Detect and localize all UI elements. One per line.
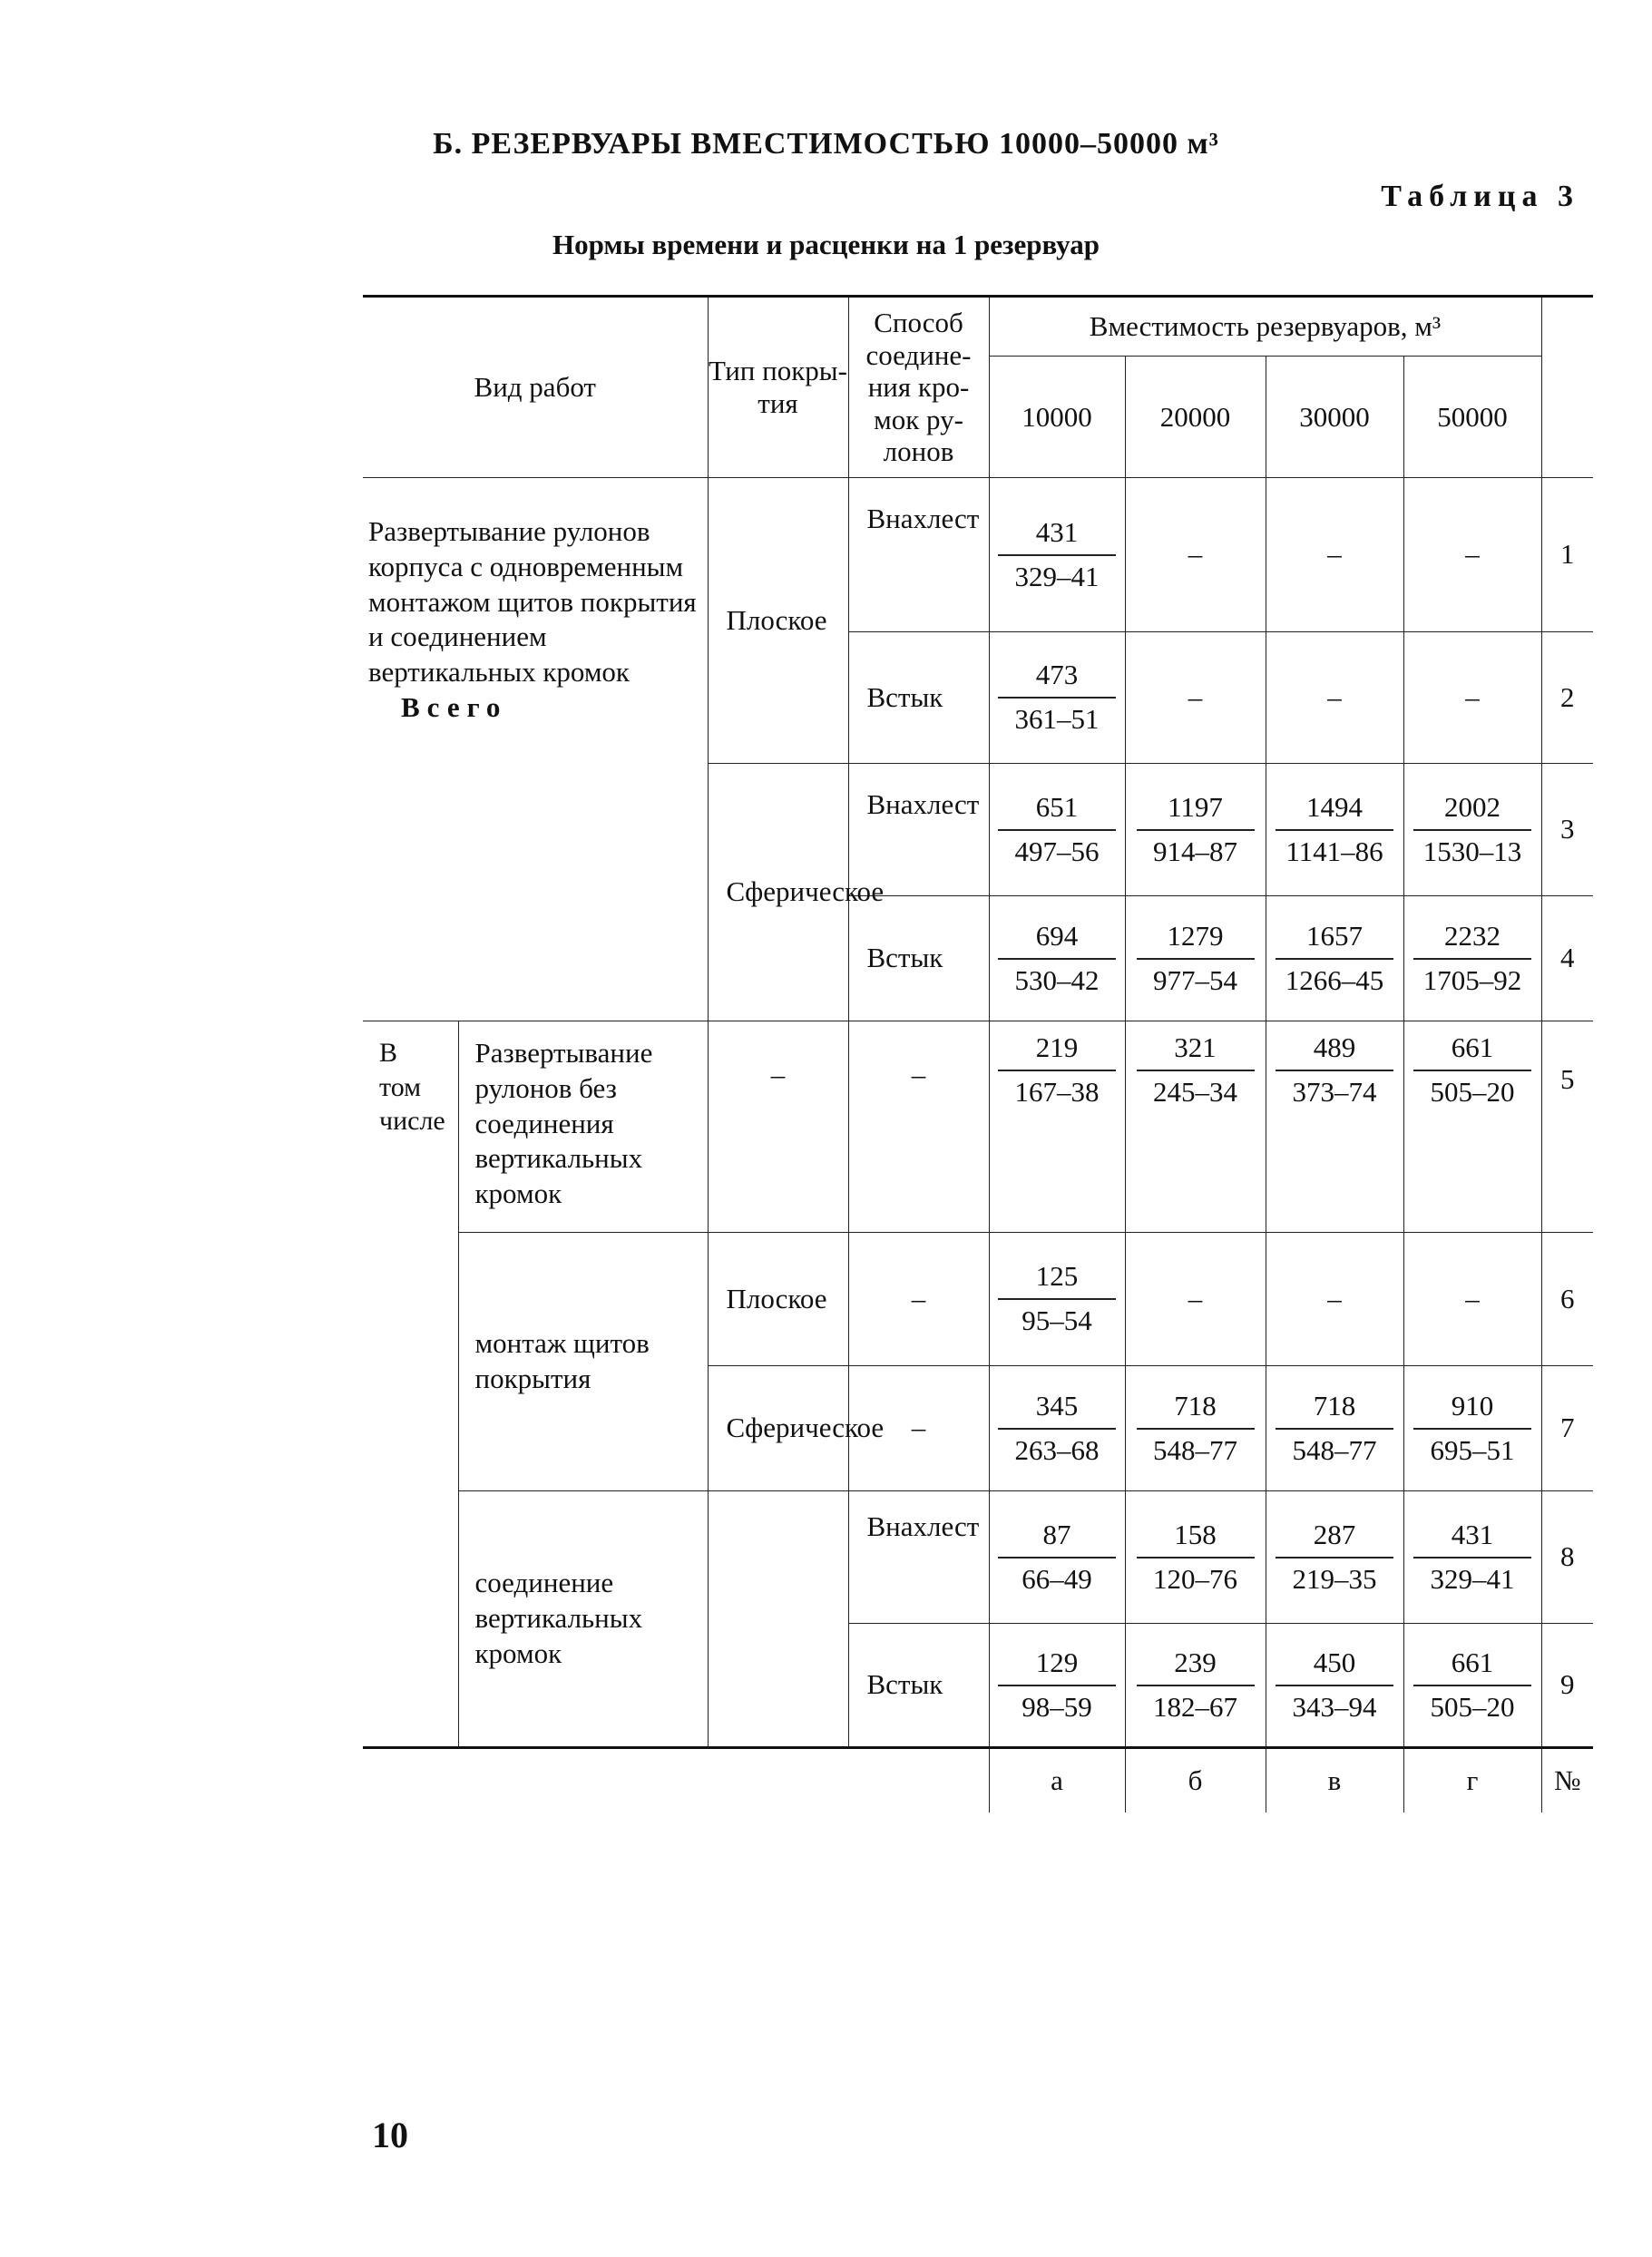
- rate-value: 1705–92: [1422, 963, 1522, 996]
- value-fraction: [1137, 1389, 1255, 1469]
- value-fraction: [998, 790, 1116, 870]
- footer-col-v: в: [1266, 1748, 1403, 1813]
- value-cell: [1125, 764, 1266, 896]
- value-fraction: [998, 1031, 1116, 1110]
- value-cell: [1125, 1366, 1266, 1491]
- time-norm: 1494: [1276, 790, 1393, 831]
- value-cell: [1125, 1624, 1266, 1748]
- value-cell: [1266, 1021, 1403, 1233]
- rate-value: 695–51: [1430, 1433, 1515, 1466]
- value-cell: [1403, 1624, 1541, 1748]
- value-fraction: [1137, 1031, 1255, 1110]
- value-cell: [989, 1491, 1125, 1624]
- value-fraction: [1276, 919, 1393, 999]
- work-total: Всего: [401, 690, 508, 723]
- cover-empty: [708, 1491, 848, 1748]
- work-mount: монтаж щитов покрытия: [458, 1233, 708, 1491]
- table-row: [363, 1491, 1593, 1624]
- work-join: соединение вертикальных кромок: [458, 1491, 708, 1748]
- header-method: Способ соедине-ния кро-мок ру-лонов: [848, 297, 989, 478]
- value-dash: –: [1266, 478, 1403, 632]
- value-dash: –: [1125, 1233, 1266, 1366]
- time-norm: 1657: [1276, 919, 1393, 960]
- rate-value: 66–49: [1022, 1562, 1092, 1595]
- header-cover: Тип покры-тия: [708, 297, 848, 478]
- time-norm: 661: [1413, 1646, 1531, 1686]
- method-dash: –: [848, 1233, 989, 1366]
- value-fraction: [1413, 1031, 1531, 1110]
- footer-col-g: г: [1403, 1748, 1541, 1813]
- time-norm: 1197: [1137, 790, 1255, 831]
- row-number: 1: [1541, 478, 1593, 632]
- time-norm: 287: [1276, 1518, 1393, 1558]
- time-norm: 158: [1137, 1518, 1255, 1558]
- value-dash: –: [1403, 478, 1541, 632]
- rate-value: 343–94: [1292, 1690, 1377, 1723]
- row-number: 8: [1541, 1491, 1593, 1624]
- page-number: 10: [372, 2115, 408, 2155]
- value-fraction: [1276, 1518, 1393, 1597]
- time-norm: 219: [998, 1031, 1116, 1071]
- time-norm: 431: [1413, 1518, 1531, 1558]
- table-number: Таблица 3: [1381, 180, 1579, 213]
- rate-value: 548–77: [1292, 1433, 1377, 1466]
- rate-value: 361–51: [1014, 703, 1100, 735]
- footer-col-b: б: [1125, 1748, 1266, 1813]
- method-dash: –: [848, 1366, 989, 1491]
- work-main-text: Развертывание рулонов корпуса с одновременным монтажом щитов покрытия и соединением вертикальных кромок: [368, 515, 697, 688]
- table-footer: [363, 1748, 1593, 1813]
- value-cell: [1125, 896, 1266, 1021]
- time-norm: 718: [1137, 1389, 1255, 1430]
- rate-value: 263–68: [1014, 1433, 1100, 1466]
- time-norm: 125: [998, 1259, 1116, 1300]
- value-cell: [1266, 1366, 1403, 1491]
- value-fraction: [998, 1389, 1116, 1469]
- value-fraction: [1413, 790, 1531, 870]
- time-norm: 2232: [1413, 919, 1531, 960]
- cover-flat: Плоское: [708, 478, 848, 764]
- value-fraction: [1413, 1389, 1531, 1469]
- rate-value: 120–76: [1153, 1562, 1237, 1595]
- row-number: 2: [1541, 632, 1593, 764]
- value-cell: [1403, 1491, 1541, 1624]
- rate-value: 219–35: [1292, 1562, 1377, 1595]
- row-number: 4: [1541, 896, 1593, 1021]
- value-fraction: [998, 515, 1116, 595]
- time-norm: 450: [1276, 1646, 1393, 1686]
- cover-spherical: Сферическое: [708, 764, 848, 1021]
- method-lap: Внахлест: [848, 478, 989, 632]
- rate-value: 530–42: [1014, 963, 1100, 996]
- value-cell: [989, 478, 1125, 632]
- value-cell: [989, 1233, 1125, 1366]
- row-number: 7: [1541, 1366, 1593, 1491]
- method-butt: Встык: [848, 1624, 989, 1748]
- rate-value: 245–34: [1153, 1075, 1237, 1108]
- value-fraction: [1276, 1389, 1393, 1469]
- value-fraction: [998, 919, 1116, 999]
- value-cell: [1266, 896, 1403, 1021]
- section-heading: Б. РЕЗЕРВУАРЫ ВМЕСТИМОСТЬЮ 10000–50000 м³: [433, 127, 1219, 161]
- time-norm: 1279: [1137, 919, 1255, 960]
- header-cap-20000: 20000: [1125, 357, 1266, 478]
- table-row: [363, 478, 1593, 632]
- value-dash: –: [1266, 632, 1403, 764]
- table-row: [363, 1233, 1593, 1366]
- value-cell: [989, 1366, 1125, 1491]
- footer-col-no: №: [1541, 1748, 1593, 1813]
- time-norm: 910: [1413, 1389, 1531, 1430]
- header-cap-50000: 50000: [1403, 357, 1541, 478]
- value-cell: [1125, 1491, 1266, 1624]
- rate-value: 505–20: [1430, 1075, 1515, 1108]
- value-dash: –: [1125, 632, 1266, 764]
- value-cell: [1266, 764, 1403, 896]
- header-cap-30000: 30000: [1266, 357, 1403, 478]
- header-capacity: Вместимость резервуаров, м³: [989, 297, 1541, 357]
- time-norm: 2002: [1413, 790, 1531, 831]
- value-cell: [1266, 1491, 1403, 1624]
- time-norm: 651: [998, 790, 1116, 831]
- rate-value: 167–38: [1014, 1075, 1100, 1108]
- work-including: В том числе: [363, 1021, 458, 1748]
- time-norm: 473: [998, 658, 1116, 699]
- value-cell: [989, 632, 1125, 764]
- value-cell: [989, 764, 1125, 896]
- method-lap: Внахлест: [848, 764, 989, 896]
- row-number: 6: [1541, 1233, 1593, 1366]
- value-dash: –: [1125, 478, 1266, 632]
- method-butt: Встык: [848, 896, 989, 1021]
- norms-table: [363, 295, 1593, 1812]
- value-dash: –: [1403, 1233, 1541, 1366]
- value-fraction: [1276, 790, 1393, 870]
- time-norm: 694: [998, 919, 1116, 960]
- rate-value: 497–56: [1014, 835, 1100, 867]
- header-rownum: [1541, 297, 1593, 478]
- cover-spherical: Сферическое: [708, 1366, 848, 1491]
- rate-value: 329–41: [1014, 560, 1100, 592]
- value-cell: [1125, 1021, 1266, 1233]
- rate-value: 95–54: [1022, 1304, 1092, 1336]
- rate-value: 1266–45: [1285, 963, 1384, 996]
- value-fraction: [1137, 1646, 1255, 1725]
- row-number: 9: [1541, 1624, 1593, 1748]
- time-norm: 129: [998, 1646, 1116, 1686]
- rate-value: 373–74: [1292, 1075, 1377, 1108]
- value-fraction: [1137, 919, 1255, 999]
- value-cell: [989, 896, 1125, 1021]
- method-dash: –: [848, 1021, 989, 1233]
- time-norm: 345: [998, 1389, 1116, 1430]
- time-norm: 718: [1276, 1389, 1393, 1430]
- value-cell: [1403, 896, 1541, 1021]
- footer-empty: [363, 1748, 989, 1813]
- value-fraction: [1276, 1646, 1393, 1725]
- value-cell: [1403, 1366, 1541, 1491]
- rate-value: 329–41: [1430, 1562, 1515, 1595]
- value-fraction: [1413, 1646, 1531, 1725]
- table-row: [363, 1021, 1593, 1233]
- time-norm: 321: [1137, 1031, 1255, 1071]
- header-cap-10000: 10000: [989, 357, 1125, 478]
- rate-value: 98–59: [1022, 1690, 1092, 1723]
- time-norm: 239: [1137, 1646, 1255, 1686]
- time-norm: 489: [1276, 1031, 1393, 1071]
- method-butt: Встык: [848, 632, 989, 764]
- rate-value: 1530–13: [1422, 835, 1522, 867]
- value-cell: [1403, 1021, 1541, 1233]
- rate-value: 1141–86: [1285, 835, 1383, 867]
- value-fraction: [998, 658, 1116, 738]
- cover-flat: Плоское: [708, 1233, 848, 1366]
- value-fraction: [998, 1518, 1116, 1597]
- value-fraction: [1413, 1518, 1531, 1597]
- rate-value: 505–20: [1430, 1690, 1515, 1723]
- value-fraction: [998, 1259, 1116, 1339]
- header-work: Вид работ: [363, 297, 708, 478]
- value-fraction: [1137, 790, 1255, 870]
- value-dash: –: [1266, 1233, 1403, 1366]
- work-main: [363, 478, 708, 1021]
- value-dash: –: [1403, 632, 1541, 764]
- value-fraction: [1413, 919, 1531, 999]
- time-norm: 87: [998, 1518, 1116, 1558]
- time-norm: 661: [1413, 1031, 1531, 1071]
- value-fraction: [1137, 1518, 1255, 1597]
- table-subheading: Нормы времени и расценки на 1 резервуар: [552, 229, 1100, 260]
- time-norm: 431: [998, 515, 1116, 556]
- row-number: 5: [1541, 1021, 1593, 1233]
- method-lap: Внахлест: [848, 1491, 989, 1624]
- value-cell: [1403, 764, 1541, 896]
- rate-value: 914–87: [1153, 835, 1237, 867]
- value-cell: [989, 1624, 1125, 1748]
- value-fraction: [998, 1646, 1116, 1725]
- rate-value: 182–67: [1153, 1690, 1237, 1723]
- work-unroll: Развертывание рулонов без соединения вертикальных кромок: [458, 1021, 708, 1233]
- value-cell: [1266, 1624, 1403, 1748]
- value-cell: [989, 1021, 1125, 1233]
- row-number: 3: [1541, 764, 1593, 896]
- cover-dash: –: [708, 1021, 848, 1233]
- value-fraction: [1276, 1031, 1393, 1110]
- footer-col-a: а: [989, 1748, 1125, 1813]
- rate-value: 548–77: [1153, 1433, 1237, 1466]
- rate-value: 977–54: [1153, 963, 1237, 996]
